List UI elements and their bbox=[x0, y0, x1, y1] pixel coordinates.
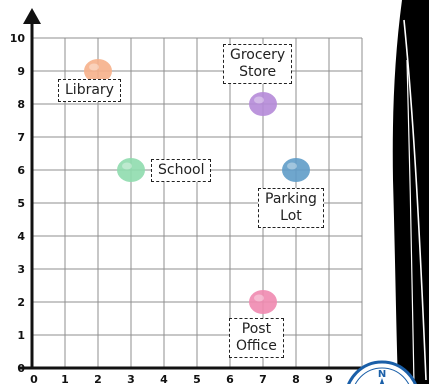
location-marker-highlight bbox=[89, 64, 99, 71]
x-tick-label: 4 bbox=[160, 373, 168, 384]
y-tick-label: 2 bbox=[17, 296, 25, 309]
y-tick-label: 5 bbox=[17, 197, 25, 210]
location-marker-highlight bbox=[254, 295, 264, 302]
location-marker bbox=[282, 158, 310, 182]
y-tick-label: 9 bbox=[17, 65, 25, 78]
x-tick-label: 5 bbox=[193, 373, 201, 384]
location-label: Library bbox=[58, 79, 121, 102]
location-marker bbox=[117, 158, 145, 182]
location-marker-highlight bbox=[122, 163, 132, 170]
y-tick-label: 6 bbox=[17, 164, 25, 177]
y-tick-label: 3 bbox=[17, 263, 25, 276]
x-tick-label: 9 bbox=[325, 373, 333, 384]
x-tick-label: 3 bbox=[127, 373, 135, 384]
location-marker-highlight bbox=[287, 163, 297, 170]
y-tick-label: 1 bbox=[17, 329, 25, 342]
location-label: Parking Lot bbox=[258, 188, 324, 228]
x-tick-label: 7 bbox=[259, 373, 267, 384]
x-tick-label: 2 bbox=[94, 373, 102, 384]
x-tick-label: 8 bbox=[292, 373, 300, 384]
compass-north-label: N bbox=[377, 369, 387, 380]
y-tick-label: 8 bbox=[17, 98, 25, 111]
location-label: Grocery Store bbox=[223, 44, 292, 84]
y-axis-arrow-icon bbox=[23, 8, 41, 24]
x-tick-label: 6 bbox=[226, 373, 234, 384]
location-marker-highlight bbox=[254, 97, 264, 104]
x-tick-label: 0 bbox=[30, 373, 38, 384]
location-marker bbox=[249, 92, 277, 116]
x-tick-label: 1 bbox=[61, 373, 69, 384]
y-tick-label: 4 bbox=[17, 230, 25, 243]
y-tick-label: 0 bbox=[17, 362, 25, 375]
location-marker bbox=[249, 290, 277, 314]
y-tick-label: 10 bbox=[9, 32, 25, 45]
y-tick-label: 7 bbox=[17, 131, 25, 144]
location-label: Post Office bbox=[229, 318, 284, 358]
location-label: School bbox=[151, 159, 211, 182]
